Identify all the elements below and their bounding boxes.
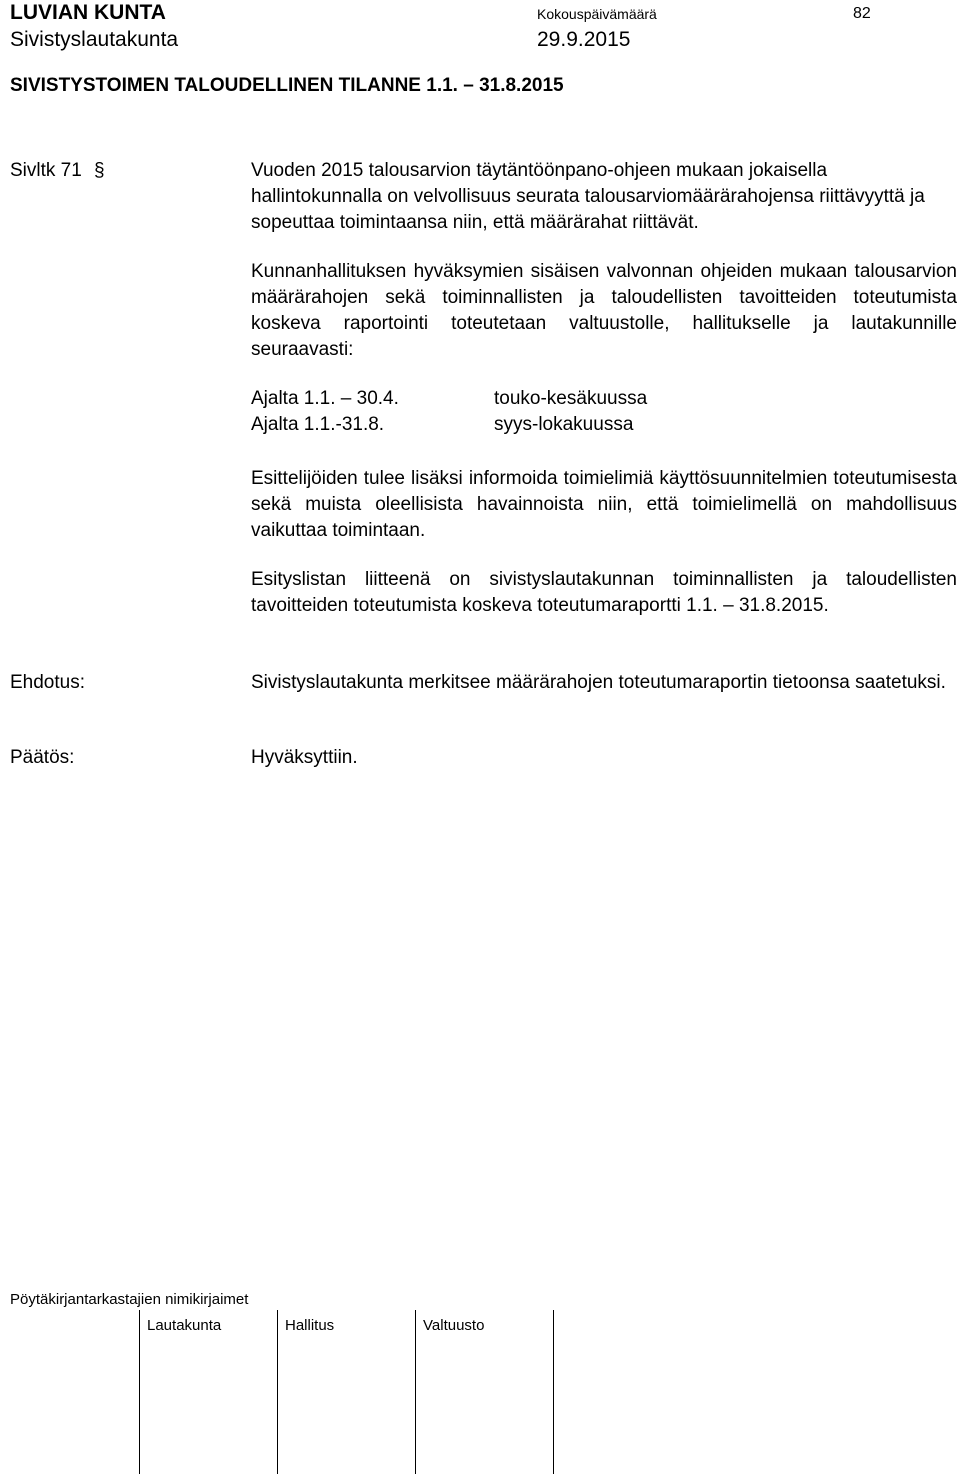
schedule-period: Ajalta 1.1.-31.8. xyxy=(251,414,385,435)
proposal-text: Sivistyslautakunta merkitsee määrärahojen toteutumaraportin tietoonsa saatetuksi. xyxy=(251,672,946,693)
schedule-period: Ajalta 1.1. – 30.4. xyxy=(251,388,399,409)
reporting-schedule xyxy=(251,386,647,438)
body-paragraph-3-container xyxy=(251,466,957,544)
body-paragraph: Kunnanhallituksen hyväksymien sisäisen valvonnan ohjeiden mukaan talousarvion määrärahojen sekä toiminnallisten ja taloudellisten tavoitteiden toteutumista koskeva raportointi toteutetaan valtuustolle, hallitukselle ja lautakunnille seuraavasti: xyxy=(251,261,957,360)
body-paragraph: Esityslistan liitteenä on sivistyslautakunnan toiminnallisten ja taloudellisten tavoitteiden toteutumista koskeva toteutumaraportti 1.1. – 31.8.2015. xyxy=(251,569,957,616)
proposal-container xyxy=(251,670,957,696)
organization-name: LUVIAN KUNTA xyxy=(10,1,166,24)
meeting-date: 29.9.2015 xyxy=(537,28,631,51)
decision-container xyxy=(251,745,957,771)
section-reference: Sivltk 71 xyxy=(10,160,82,181)
proposal-label: Ehdotus: xyxy=(10,672,85,693)
decision-text: Hyväksyttiin. xyxy=(251,747,358,768)
column-divider xyxy=(415,1310,416,1474)
decision-label: Päätös: xyxy=(10,747,75,768)
meeting-date-label: Kokouspäivämäärä xyxy=(537,6,657,22)
schedule-row xyxy=(251,386,647,412)
schedule-when: syys-lokakuussa xyxy=(494,414,634,435)
body-paragraph-1-container xyxy=(251,158,957,236)
page-number: 82 xyxy=(853,5,871,22)
footer-column-hallitus: Hallitus xyxy=(285,1317,335,1334)
signature-columns xyxy=(0,1310,960,1474)
section-sign-icon: § xyxy=(94,160,105,181)
column-divider xyxy=(139,1310,140,1474)
department-name: Sivistyslautakunta xyxy=(10,28,179,51)
body-paragraph: Vuoden 2015 talousarvion täytäntöönpano-ohjeen mukaan jokaisella hallintokunnalla on velvollisuus seurata talousarviomäärärahojensa riittävyyttä ja sopeuttaa toimintaansa niin, että määrärahat riittävät. xyxy=(251,160,925,233)
body-paragraph-2-container xyxy=(251,259,957,363)
body-paragraph-4-container xyxy=(251,567,957,619)
schedule-when: touko-kesäkuussa xyxy=(494,388,648,409)
schedule-row xyxy=(251,412,647,438)
column-divider xyxy=(277,1310,278,1474)
footer-column-lautakunta: Lautakunta xyxy=(147,1317,222,1334)
footer-column-valtuusto: Valtuusto xyxy=(423,1317,485,1334)
column-divider xyxy=(553,1310,554,1474)
document-title: SIVISTYSTOIMEN TALOUDELLINEN TILANNE 1.1. – 31.8.2015 xyxy=(10,75,564,96)
body-paragraph: Esittelijöiden tulee lisäksi informoida toimielimiä käyttösuunnitelmien toteutumisesta sekä muista oleellisista havainnoista niin, että toimielimellä on mahdollisuus vaikuttaa toimintaan. xyxy=(251,468,957,541)
signature-label: Pöytäkirjantarkastajien nimikirjaimet xyxy=(10,1291,249,1308)
